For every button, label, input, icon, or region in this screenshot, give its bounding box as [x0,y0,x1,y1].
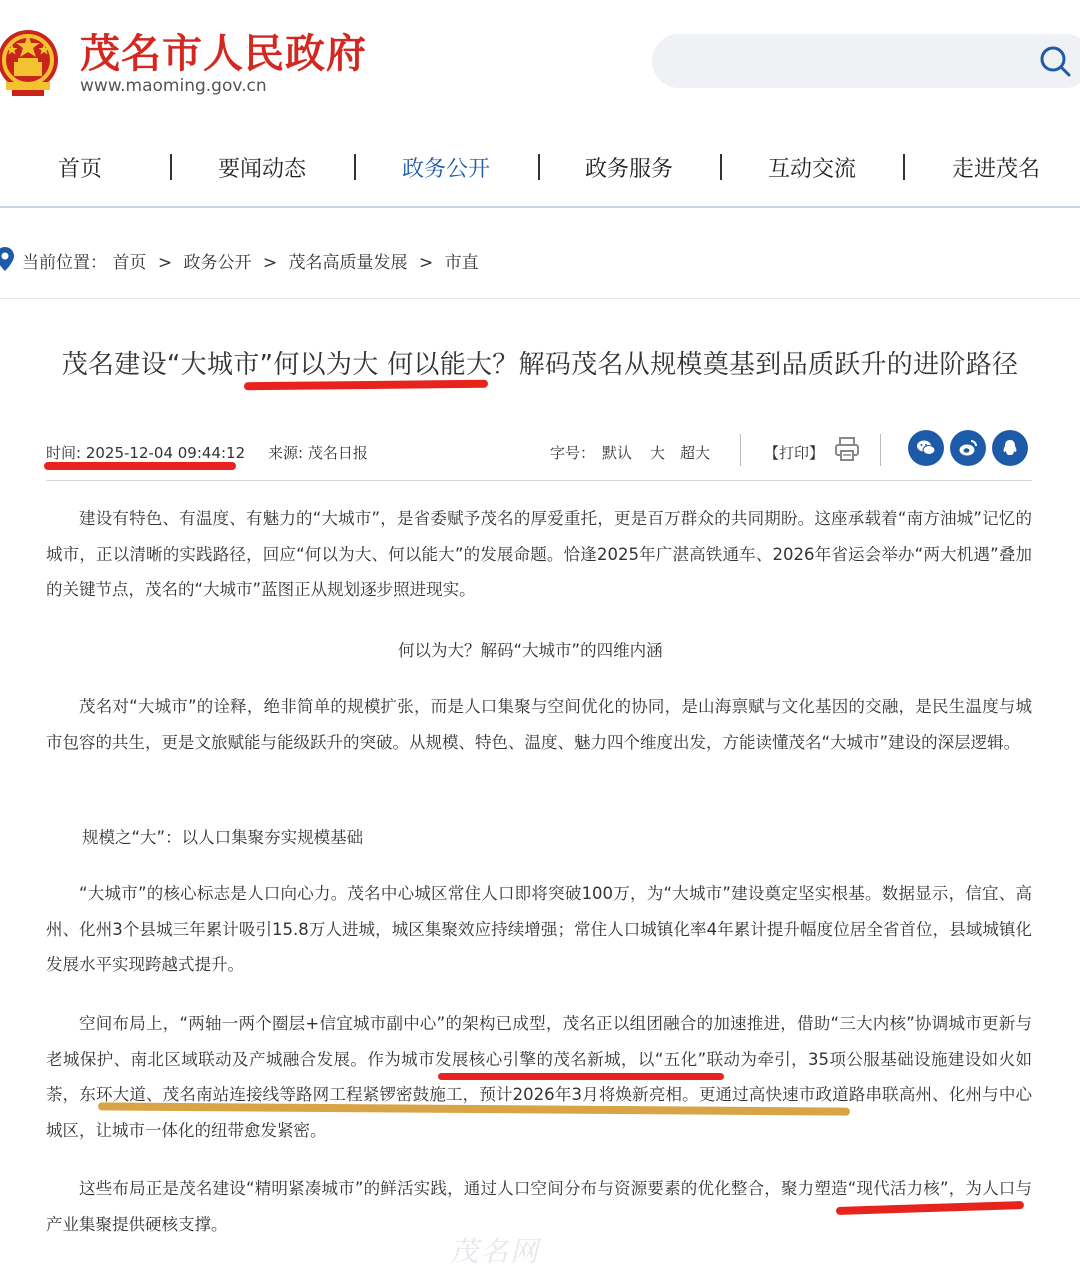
article-paragraph: 空间布局上，“两轴一两个圈层+信宜城市副中心”的架构已成型，茂名正以组团融合的加速推进，借助“三大内核”协调城市更新与老城保护、南北区域联动及产城融合发展。作为城市发展核心引擎的茂名新城，以“五化”联动为牵引，35项公服基础设施建设如火如荼，东环大道、茂名南站连接线等路网工程紧锣密鼓施工，预计2026年3月将焕新亮相。更通过高快速市政道路串联高州、化州与中心城区，让城市一体化的纽带愈发紧密。 [46,1014,1032,1140]
article-meta [46,430,1032,481]
red-underline-annotation [44,462,236,470]
article-paragraph: 茂名对“大城市”的诠释，绝非简单的规模扩张，而是人口集聚与空间优化的协同，是山海禀赋与文化基因的交融，是民生温度与城市包容的共生，更是文旅赋能与能级跃升的突破。从规模、特色、温度、魅力四个维度出发，方能读懂茂名“大城市”建设的深层逻辑。 [46,697,1032,752]
red-underline-annotation [244,380,488,391]
share-qq-button[interactable] [992,430,1028,466]
font-size-label: 字号： [550,444,596,462]
wechat-icon [915,437,937,459]
article-title: 茂名建设“大城市”何以为大 何以能大？解码茂名从规模奠基到品质跃升的进阶路径 [61,350,1019,380]
breadcrumb-separator: > [157,253,173,273]
subsection-heading: 规模之“大”：以人口集聚夯实规模基础 [82,828,364,847]
breadcrumb-bar [0,208,1080,299]
breadcrumb-gov-affairs[interactable]: 政务公开 [183,253,252,273]
breadcrumb-prefix: 当前位置： [22,253,107,273]
article-paragraph: “大城市”的核心标志是人口向心力。茂名中心城区常住人口即将突破100万，为“大城市”建设奠定坚实根基。数据显示，信宜、高州、化州3个县城三年累计吸引15.8万人进城，城区集聚效应持续增强；常住人口城镇化率4年累计提升幅度位居全省首位，县域城镇化发展水平实现跨越式提升。 [46,884,1032,974]
national-emblem-icon [0,24,62,100]
site-header [0,0,1080,110]
share-wechat-button[interactable] [908,430,944,466]
printer-icon[interactable] [834,436,860,462]
font-size-default[interactable]: 默认 [602,444,633,462]
nav-item-gov-affairs[interactable]: 政务公开 [402,157,491,182]
article-paragraph: 这些布局正是茂名建设“精明紧凑城市”的鲜活实践，通过人口空间分布与资源要素的优化整合，聚力塑造“现代活力核”，为人口与产业集聚提供硬核支撑。 [46,1179,1032,1234]
article-source: 来源: 茂名日报 [268,444,368,462]
site-url: www.maoming.gov.cn [80,76,267,96]
meta-divider [880,434,881,466]
nav-divider [354,154,356,180]
main-nav [0,128,1080,208]
breadcrumb-city-level[interactable]: 市直 [444,253,479,273]
font-size-xlarge[interactable]: 超大 [680,444,711,462]
print-link[interactable]: 【打印】 [764,444,825,462]
meta-divider [740,434,741,466]
weibo-icon [957,437,979,459]
article-paragraph: 建设有特色、有温度、有魅力的“大城市”，是省委赋予茂名的厚爱重托，更是百万群众的共同期盼。这座承载着“南方油城”记忆的城市，正以清晰的实践路径，回应“何以为大、何以能大”的发展命题。恰逢2025年广湛高铁通车、2026年省运会举办“两大机遇”叠加的关键节点，茂名的“大城市”蓝图正从规划逐步照进现实。 [46,509,1032,599]
location-pin-icon [0,246,14,272]
search-icon[interactable] [1038,44,1072,78]
publish-time: 时间: 2025-12-04 09:44:12 [46,444,246,462]
nav-item-home[interactable]: 首页 [58,157,103,182]
section-heading: 何以为大？解码“大城市”的四维内涵 [398,641,663,660]
nav-item-about[interactable]: 走进茂名 [952,157,1041,182]
qq-icon [999,437,1021,459]
nav-divider [903,154,905,180]
nav-item-services[interactable]: 政务服务 [585,157,674,182]
nav-item-news[interactable]: 要闻动态 [218,157,307,182]
breadcrumb-separator: > [418,253,434,273]
breadcrumb [22,248,479,273]
red-underline-annotation [438,1073,724,1080]
font-size-large[interactable]: 大 [650,444,666,462]
nav-divider [720,154,722,180]
breadcrumb-development[interactable]: 茂名高质量发展 [288,253,408,273]
nav-item-interaction[interactable]: 互动交流 [768,157,857,182]
share-weibo-button[interactable] [950,430,986,466]
breadcrumb-separator: > [262,253,278,273]
nav-divider [170,154,172,180]
site-name[interactable]: 茂名市人民政府 [80,31,367,77]
nav-divider [538,154,540,180]
watermark: 茂名网 [450,1235,541,1268]
search-input[interactable] [652,34,1080,88]
breadcrumb-home[interactable]: 首页 [112,253,147,273]
